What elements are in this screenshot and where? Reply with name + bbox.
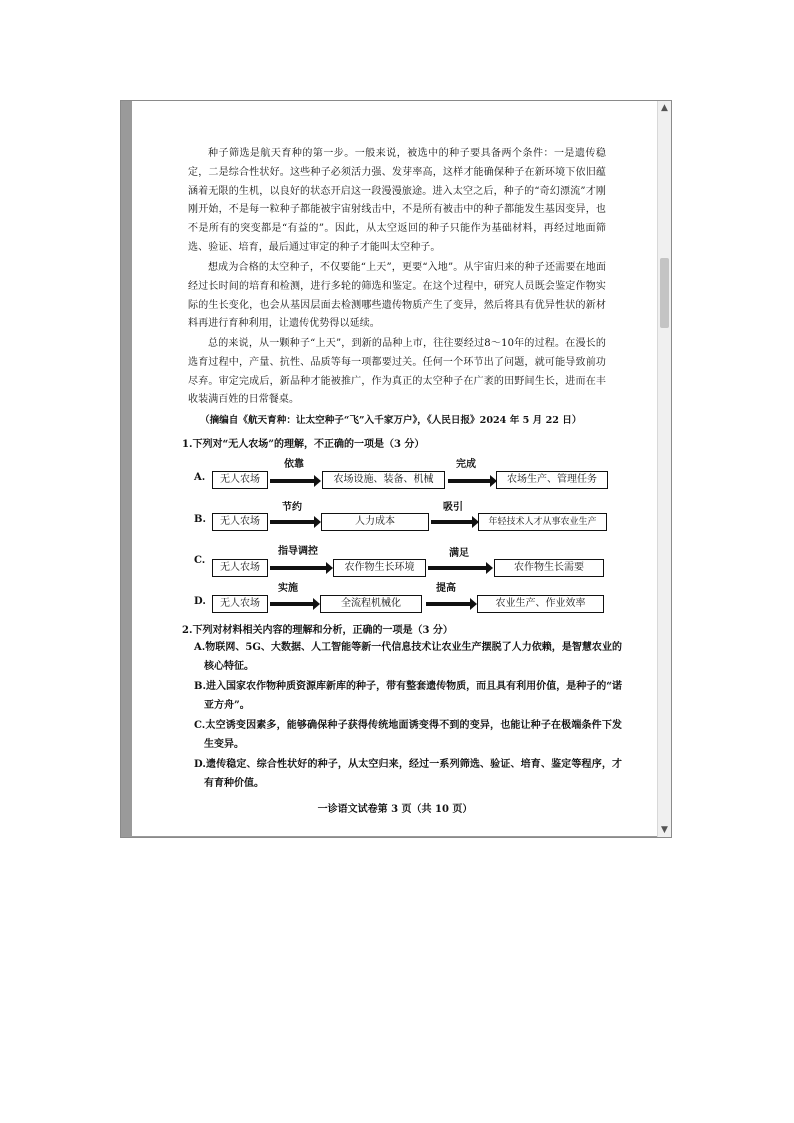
choice-c: C.太空诱变因素多，能够确保种子获得传统地面诱变得不到的变异，也能让种子在极端条件下发生变异。	[194, 720, 622, 750]
option-a-arrow-1	[270, 479, 315, 483]
chevron-down-icon[interactable]: ▼	[661, 825, 668, 835]
option-d-node-1: 无人农场	[212, 595, 268, 613]
article-source: （摘编自《航天育种：让太空种子“飞”入千家万户》，《人民日报》2024 年 5 月 22 日）	[200, 415, 582, 426]
chevron-up-icon[interactable]: ▲	[661, 103, 668, 113]
option-c-label: C.	[194, 555, 206, 566]
option-d-node-3: 农业生产、作业效率	[477, 595, 604, 613]
option-a-arrow-1-label: 依靠	[284, 459, 304, 470]
option-d-arrow-2	[426, 602, 471, 606]
choice-d: D.遗传稳定、综合性状好的种子，从太空归来，经过一系列筛选、验证、培育、鉴定等程序，才有育种价值。	[194, 759, 622, 789]
choice-a: A.物联网、5G、大数据、人工智能等新一代信息技术让农业生产摆脱了人力依赖，是智慧农业的核心特征。	[194, 642, 622, 672]
question-2-title: 2.下列对材料相关内容的理解和分析，正确的一项是（3 分）	[182, 625, 453, 636]
option-c-node-2: 农作物生长环境	[333, 559, 426, 577]
option-b-arrow-2	[431, 520, 473, 524]
option-b-node-2: 人力成本	[321, 513, 429, 531]
choice-b: B.进入国家农作物种质资源库新库的种子，带有整套遗传物质，而且具有利用价值，是种子的“诺亚方舟”。	[194, 681, 622, 711]
option-a-label: A.	[194, 472, 206, 483]
option-c-node-1: 无人农场	[212, 559, 268, 577]
option-a-arrow-2-label: 完成	[456, 459, 476, 470]
option-a-node-2: 农场设施、装备、机械	[322, 471, 445, 489]
option-c-node-3: 农作物生长需要	[494, 559, 604, 577]
option-d-arrow-2-label: 提高	[436, 583, 456, 594]
scrollbar-thumb[interactable]	[660, 258, 669, 328]
option-c-arrow-2	[428, 566, 487, 570]
option-c-arrow-2-label: 满足	[449, 548, 469, 559]
option-b-label: B.	[194, 514, 206, 525]
paragraph-1: 种子筛选是航天育种的第一步。一般来说，被选中的种子要具备两个条件：一是遗传稳定，二是综合性状好。这些种子必须活力强、发芽率高，这样才能确保种子在新环境下依旧蕴涵着无限的生机，以良好的状态开启这一段漫漫旅途。进入太空之后，种子的“奇幻漂流”才刚刚开始，不是每一粒种子都能被宇宙射线击中，不是所有被击中的种子都能发生基因变异，也不是所有的突变都是“有益的”。因此，从太空返回的种子只能作为基础材料，再经过地面筛选、验证、培育，最后通过审定的种子才能叫太空种子。	[188, 148, 606, 253]
option-a-node-1: 无人农场	[212, 471, 268, 489]
option-d-node-2: 全流程机械化	[320, 595, 422, 613]
vertical-scrollbar[interactable]	[657, 101, 671, 837]
option-d-arrow-1-label: 实施	[278, 583, 298, 594]
option-b-arrow-1-label: 节约	[282, 502, 302, 513]
exam-page	[132, 101, 658, 836]
question-1-title: 1.下列对“无人农场”的理解，不正确的一项是（3 分）	[182, 439, 425, 450]
option-a-arrow-2	[448, 479, 491, 483]
option-b-arrow-1	[270, 520, 315, 524]
option-d-label: D.	[194, 596, 206, 607]
paragraph-3: 总的来说，从一颗种子“上天”，到新的品种上市，往往要经过8～10年的过程。在漫长的选育过程中，产量、抗性、品质等每一项都要过关。任何一个环节出了问题，就可能导致前功尽弃。审定完成后，新品种才能被推广，作为真正的太空种子在广袤的田野间生长，进而在丰收装满百姓的日常餐桌。	[188, 338, 606, 406]
option-a-node-3: 农场生产、管理任务	[496, 471, 608, 489]
option-c-arrow-1	[270, 566, 327, 570]
page-footer: 一诊语文试卷第 3 页（共 10 页）	[317, 804, 473, 815]
document-viewer	[120, 100, 672, 838]
option-b-node-3: 年轻技术人才从事农业生产	[478, 513, 607, 531]
paragraph-2: 想成为合格的太空种子，不仅要能“上天”，更要“入地”。从宇宙归来的种子还需要在地面经过长时间的培育和检测，进行多轮的筛选和鉴定。在这个过程中，研究人员既会鉴定作物实际的生长变化，也会从基因层面去检测哪些遗传物质产生了变异，然后将具有优异性状的新材料再进行育种利用，让遗传优势得以延续。	[188, 262, 606, 330]
option-b-arrow-2-label: 吸引	[443, 502, 463, 513]
option-c-arrow-1-label: 指导调控	[278, 546, 318, 557]
option-d-arrow-1	[270, 602, 314, 606]
option-b-node-1: 无人农场	[212, 513, 268, 531]
